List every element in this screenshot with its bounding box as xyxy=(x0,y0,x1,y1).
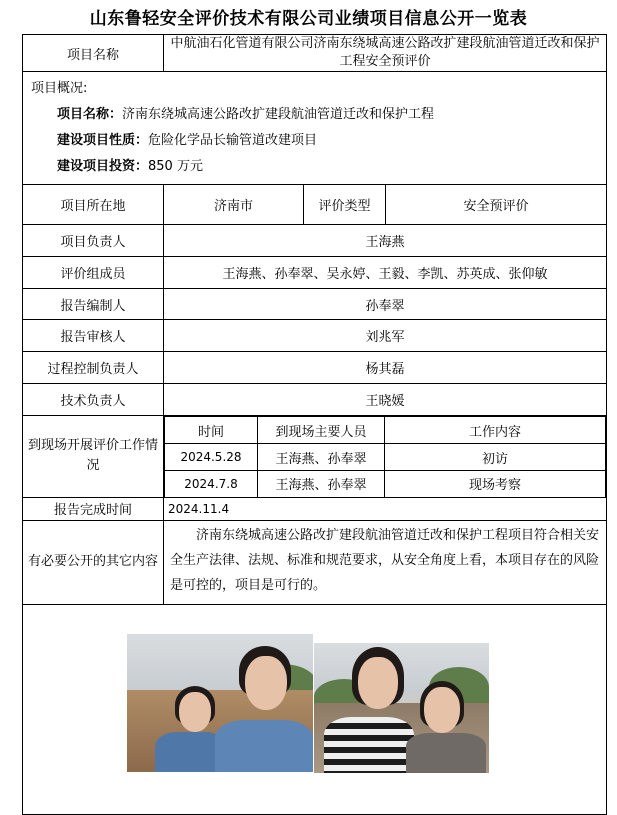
team-value: 王海燕、孙奉翠、吴永婷、王毅、李凯、苏英成、张仰敏 xyxy=(164,257,607,289)
completion-value: 2024.11.4 xyxy=(164,497,607,520)
eval-type-label: 评价类型 xyxy=(304,185,386,225)
project-lead-value: 王海燕 xyxy=(164,225,607,257)
overview-investment-label: 建设项目投资： xyxy=(57,159,149,174)
location-value: 济南市 xyxy=(164,185,304,225)
visit-content: 初访 xyxy=(385,444,606,471)
site-visit-label: 到现场开展评价工作情况 xyxy=(23,416,164,498)
site-visit-table xyxy=(164,416,606,497)
site-photo-1 xyxy=(127,634,313,772)
process-control-value: 杨其磊 xyxy=(164,352,607,384)
visit-people: 王海燕、孙奉翠 xyxy=(258,471,385,497)
site-visit-header-content: 工作内容 xyxy=(385,417,606,444)
site-visit-header-people: 到现场主要人员 xyxy=(258,417,385,444)
visit-date: 2024.7.8 xyxy=(165,471,258,497)
process-control-label: 过程控制负责人 xyxy=(23,352,164,384)
overview-heading: 项目概况: xyxy=(31,81,88,96)
report-author-value: 孙奉翠 xyxy=(164,289,607,320)
visit-people: 王海燕、孙奉翠 xyxy=(258,444,385,471)
other-value: 济南东绕城高速公路改扩建段航油管道迁改和保护工程项目符合相关安全生产法律、法规、标准和规范要求，从安全角度上看，本项目存在的风险是可控的，项目是可行的。 xyxy=(164,520,607,604)
eval-type-value: 安全预评价 xyxy=(386,185,607,225)
overview-name-label: 项目名称： xyxy=(57,107,123,122)
location-label: 项目所在地 xyxy=(23,185,164,225)
project-lead-label: 项目负责人 xyxy=(23,225,164,257)
other-label: 有必要公开的其它内容 xyxy=(23,520,164,604)
visit-content: 现场考察 xyxy=(385,471,606,497)
overview-investment-value: 850 万元 xyxy=(148,159,203,174)
visit-date: 2024.5.28 xyxy=(165,444,258,471)
page-title: 山东鲁轻安全评价技术有限公司业绩项目信息公开一览表 xyxy=(89,9,528,29)
table-row xyxy=(165,471,606,497)
site-visit-header-time: 时间 xyxy=(165,417,258,444)
overview-name-value: 济南东绕城高速公路改扩建段航油管道迁改和保护工程 xyxy=(122,107,435,122)
report-author-label: 报告编制人 xyxy=(23,289,164,320)
project-name-label: 项目名称 xyxy=(23,35,164,72)
report-reviewer-value: 刘兆军 xyxy=(164,320,607,352)
overview-nature-value: 危险化学品长输管道改建项目 xyxy=(148,133,318,148)
site-visit-cell xyxy=(164,416,607,498)
site-photo-2 xyxy=(314,643,489,773)
project-overview xyxy=(23,72,607,185)
table-row xyxy=(165,444,606,471)
team-label: 评价组成员 xyxy=(23,257,164,289)
tech-lead-value: 王晓媛 xyxy=(164,384,607,416)
project-name-value: 中航油石化管道有限公司济南东绕城高速公路改扩建段航油管道迁改和保护工程安全预评价 xyxy=(164,35,607,72)
overview-nature-label: 建设项目性质： xyxy=(57,133,149,148)
report-reviewer-label: 报告审核人 xyxy=(23,320,164,352)
completion-label: 报告完成时间 xyxy=(23,497,164,520)
tech-lead-label: 技术负责人 xyxy=(23,384,164,416)
